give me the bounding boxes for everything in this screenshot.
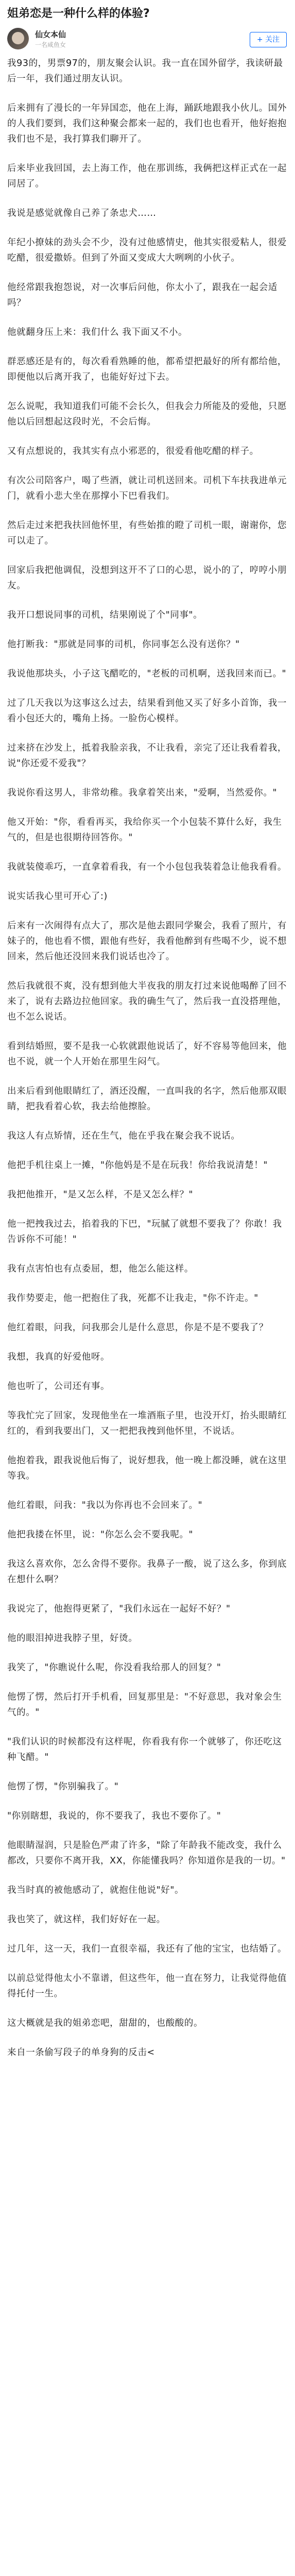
answer-paragraph: 他愣了愣，然后打开手机看，回复那里是："不好意思，我对象会生气的。" bbox=[7, 1692, 282, 1718]
answer-paragraph: 年纪小撩妹的劲头会不少，没有过他感情史，他其实很爱粘人，很爱吃醋，很爱撒娇。但到了外面又变成大大咧咧的小伙子。 bbox=[7, 238, 287, 263]
answer-paragraph: 过来挤在沙发上，抵着我脸亲我，不让我看，亲完了还让我看着我，说"你还爱不爱我"？ bbox=[7, 743, 287, 769]
answer-paragraph: 我也笑了，就这样，我们好好在一起。 bbox=[7, 1914, 166, 1925]
answer-paragraph: 他愣了愣，"你别骗我了。" bbox=[7, 1782, 119, 1792]
answer-paragraph: 他红着眼，问我，问我那会儿是什么意思，你是不是不要我了？ bbox=[7, 1323, 268, 1333]
answer-paragraph: 他把手机往桌上一摊，"你他妈是不是在玩我！你给我说清楚！" bbox=[7, 1160, 268, 1171]
answer-paragraph: 我说他那块头，小子这飞醋吃的，"老板的司机啊，送我回来而已。" bbox=[7, 669, 287, 679]
avatar-icon[interactable] bbox=[7, 28, 29, 49]
answer-paragraph: 然后我就很不爽，没有想到他大半夜我的朋友打过来说他喝醉了回不来了，说有去路边拉他回家。我的确生气了，然后我一直没搭理他，也不怎么说话。 bbox=[7, 981, 287, 1022]
answer-paragraph: 以前总觉得他太小不靠谱，但这些年，他一直在努力，让我觉得他值得托付一生。 bbox=[7, 1973, 287, 1999]
answer-paragraph: 我想，我真的好爱他呀。 bbox=[7, 1352, 110, 1362]
answer-paragraph: 他把我搂在怀里，说："你怎么会不要我呢。" bbox=[7, 1530, 194, 1540]
answer-paragraph: 然后走过来把我扶回他怀里，有些始推的瞪了司机一眼，谢谢你，您可以走了。 bbox=[7, 520, 287, 546]
answer-paragraph: 怎么说呢，我知道我们可能不会长久，但我会力所能及的爱他，只愿他以后回想起这段时光，不会后悔。 bbox=[7, 401, 287, 427]
answer-paragraph: 等我忙完了回家，发现他坐在一堆酒瓶子里，也没开灯，抬头眼睛红红的，看到我要出门，又一把把我拽到他怀里，不说话。 bbox=[7, 1411, 287, 1436]
answer-paragraph: 有次公司陪客户，喝了些酒，就让司机送回来。司机下车扶我进单元门，就看小悲大坐在那撑小下巴看我们。 bbox=[7, 476, 287, 501]
answer-paragraph: 他也听了，公司还有事。 bbox=[7, 1381, 110, 1392]
answer-paragraph: 回家后我把他调侃，没想到这开不了口的心思，说小的了，哼哼小朋友。 bbox=[7, 565, 287, 591]
author-card[interactable] bbox=[7, 28, 288, 52]
answer-paragraph: 我当时真的被他感动了，就抱住他说"好"。 bbox=[7, 1885, 184, 1895]
answer-paragraph: 出来后看到他眼睛红了，酒还没醒，一直叫我的名字，然后他那双眼睛，把我看着心软，我去给他擦脸。 bbox=[7, 1086, 287, 1112]
answer-paragraph: 我把他推开，"是又怎么样，不是又怎么样？" bbox=[7, 1190, 194, 1200]
answer-paragraphs bbox=[7, 56, 288, 2060]
answer-paragraph: 后来拥有了漫长的一年异国恋，他在上海，踊跃地跟我小伙儿。国外的人我们要到，我们这种聚会都来一起的，我们也也看开，他好抱抱我们也不是，我打算我们聊开了。 bbox=[7, 103, 287, 144]
author-subtitle: 一名咸鱼女 bbox=[35, 41, 66, 48]
answer-paragraph: 我93的，男票97的，朋友聚会认识。我一直在国外留学，我读研最后一年，我们通过朋友认识。 bbox=[7, 58, 283, 84]
answer-paragraph: 他打断我："那就是同事的司机，你同事怎么没有送你？" bbox=[7, 639, 240, 650]
answer-paragraph: 他又开始："你，看看再买，我给你买一个小包装不算什么好，我生气的，但是也很期待回答你。" bbox=[7, 817, 282, 843]
answer-paragraph: 他抱着我，跟我说他后悔了，说好想我，他一晚上都没睡，就在这里等我。 bbox=[7, 1455, 287, 1481]
answer-paragraph: 我这人有点矫情，还在生气，他在乎我在聚会我不说话。 bbox=[7, 1131, 240, 1141]
answer-paragraph: 我这么喜欢你，怎么舍得不要你。我鼻子一酸，说了这么多，你到底在想什么啊？ bbox=[7, 1559, 287, 1585]
follow-button[interactable]: + 关注 bbox=[250, 32, 287, 47]
answer-paragraph: 我开口想说同事的司机，结果刚说了个"同事"。 bbox=[7, 610, 203, 620]
answer-paragraph: 他红着眼，问我："我以为你再也不会回来了。" bbox=[7, 1500, 203, 1511]
answer-paragraph: "你别瞎想，我说的，你不要我了，我也不要你了。" bbox=[7, 1811, 221, 1821]
answer-paragraph: 后来有一次闹得有点大了，那次是他去跟同学聚会，我看了照片，有妹子的，他也看不惯，跟他有些好，我看他醉到有些喝不少，说不想回来，然后他还没回来我们说话也冷了。 bbox=[7, 921, 287, 962]
answer-paragraph: 看到结婚照，要不是我一心软就跟他说话了，好不容易等他回来，他也不说，就一个人开始在那里生闷气。 bbox=[7, 1041, 287, 1067]
author-name[interactable]: 仙女本仙 bbox=[35, 30, 66, 39]
answer-paragraph: 他的眼泪掉进我脖子里，好烫。 bbox=[7, 1633, 138, 1643]
answer-paragraph: "我们认识的时候都没有这样呢，你看我有你一个就够了，你还吃这种飞醋。" bbox=[7, 1737, 282, 1762]
answer-paragraph: 过了几天我以为这事这么过去，结果看到他又买了好多小首饰，我一看小包还大的，嘴角上扬。一脸伤心模样。 bbox=[7, 698, 287, 724]
answer-paragraph: 群恶感还是有的，每次看看熟睡的他，都希望把最好的所有都给他，即便他以后离开我了，也能好好过下去。 bbox=[7, 357, 287, 382]
question-title: 姐弟恋是一种什么样的体验? bbox=[7, 7, 150, 20]
answer-paragraph: 又有点想说的，我其实有点小邪恶的，很爱看他吃醋的样子。 bbox=[7, 446, 259, 456]
answer-paragraph: 我有点害怕也有点委屈，想，他怎么能这样。 bbox=[7, 1264, 194, 1274]
answer-paragraph: 我说是感觉就像自己养了条忠犬…… bbox=[7, 208, 157, 218]
answer-paragraph: 他经常跟我抱怨说，对一次事后问他，你太小了，跟我在一起会适吗？ bbox=[7, 282, 277, 308]
answer-paragraph: 我笑了，"你瞧说什么呢，你没看我给那人的回复？" bbox=[7, 1663, 221, 1673]
answer-paragraph: 这大概就是我的姐弟恋吧，甜甜的，也酸酸的。 bbox=[7, 2018, 203, 2028]
answer-paragraph: 我就装傻乖巧，一直拿着看我，有一个小包包我装着急让他我看看。 bbox=[7, 862, 287, 872]
answer-paragraph: 我作势要走，他一把抱住了我，死都不让我走，"你不许走。" bbox=[7, 1293, 258, 1303]
answer-body bbox=[7, 56, 288, 2576]
answer-paragraph: 他就翻身压上来：我们什么 我下面又不小。 bbox=[7, 327, 188, 337]
answer-paragraph: 来自一条偷写段子的单身狗的反击< bbox=[7, 2047, 155, 2058]
answer-paragraph: 说实话我心里可开心了:) bbox=[7, 891, 108, 902]
answer-paragraph: 我说你看这男人，非常幼稚。我拿着笑出来，"爱啊，当然爱你。" bbox=[7, 788, 277, 798]
answer-paragraph: 他一把拽我过去，掐着我的下巴，"玩腻了就想不要我了？你敢！我告诉你不可能！" bbox=[7, 1219, 282, 1245]
answer-paragraph: 后来毕业我回国，去上海工作，他在那训练，我俩把这样正式在一起同居了。 bbox=[7, 163, 287, 189]
answer-paragraph: 他眼睛湿润，只是脸色严肃了许多，"除了年龄我不能改变，我什么都改，只要你不离开我，XX，你能懂我吗？你知道你是我的一切。" bbox=[7, 1840, 286, 1866]
answer-paragraph: 我说完了，他抱得更紧了，"我们永远在一起好不好？" bbox=[7, 1604, 231, 1614]
answer-paragraph: 过几年，这一天，我们一直很幸福，我还有了他的宝宝，也结婚了。 bbox=[7, 1944, 287, 1954]
